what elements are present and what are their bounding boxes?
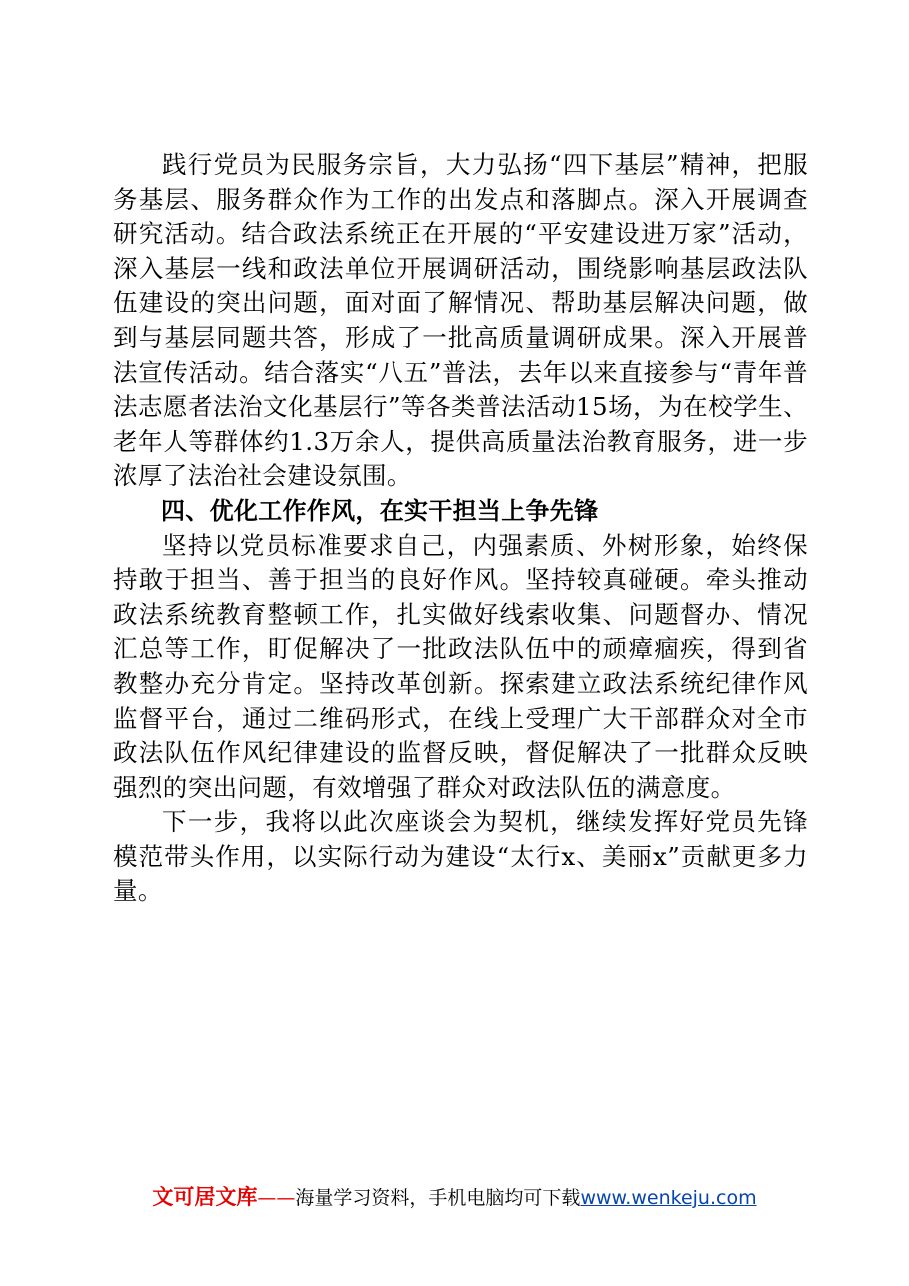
paragraph-grassroots-service: 践行党员为民服务宗旨，大力弘扬“四下基层”精神，把服务基层、服务群众作为工作的出发点和落脚点。深入开展调查研究活动。结合政法系统正在开展的“平安建设进万家”活动，深入基层一线和政法单位开展调研活动，围绕影响基层政法队伍建设的突出问题，面对面了解情况、帮助基层解决问题，做到与基层同题共答，形成了一批高质量调研成果。深入开展普法宣传活动。结合落实“八五”普法，去年以来直接参与“青年普法志愿者法治文化基层行”等各类普法活动15场，为在校学生、老年人等群体约1.3万余人，提供高质量法治教育服务，进一步浓厚了法治社会建设氛围。 xyxy=(113,150,808,491)
paragraph-work-style: 坚持以党员标准要求自己，内强素质、外树形象，始终保持敢于担当、善于担当的良好作风。坚持较真碰硬。牵头推动政法系统教育整顿工作，扎实做好线索收集、问题督办、情况汇总等工作，盯促解决了一批政法队伍中的顽瘴痼疾，得到省教整办充分肯定。坚持改革创新。探索建立政法系统纪律作风监督平台，通过二维码形式，在线上受理广大干部群众对全市政法队伍作风纪律建设的监督反映，督促解决了一批群众反映强烈的突出问题，有效增强了群众对政法队伍的满意度。 xyxy=(113,530,808,802)
footer-dash: —— xyxy=(257,1187,296,1209)
footer-brand: 文可居文库 xyxy=(152,1185,258,1209)
footer-banner xyxy=(0,1183,909,1212)
footer-site-link[interactable]: www.wenkeju.com xyxy=(580,1187,757,1209)
section-heading-work-style: 四、优化工作作风，在实干担当上争先锋 xyxy=(161,496,599,525)
paragraph-next-step: 下一步，我将以此次座谈会为契机，继续发挥好党员先锋模范带头作用，以实际行动为建设“太行x、美丽x”贡献更多力量。 xyxy=(113,807,808,906)
document-body xyxy=(113,148,808,909)
footer-tagline: 海量学习资料，手机电脑均可下载 xyxy=(295,1187,581,1209)
